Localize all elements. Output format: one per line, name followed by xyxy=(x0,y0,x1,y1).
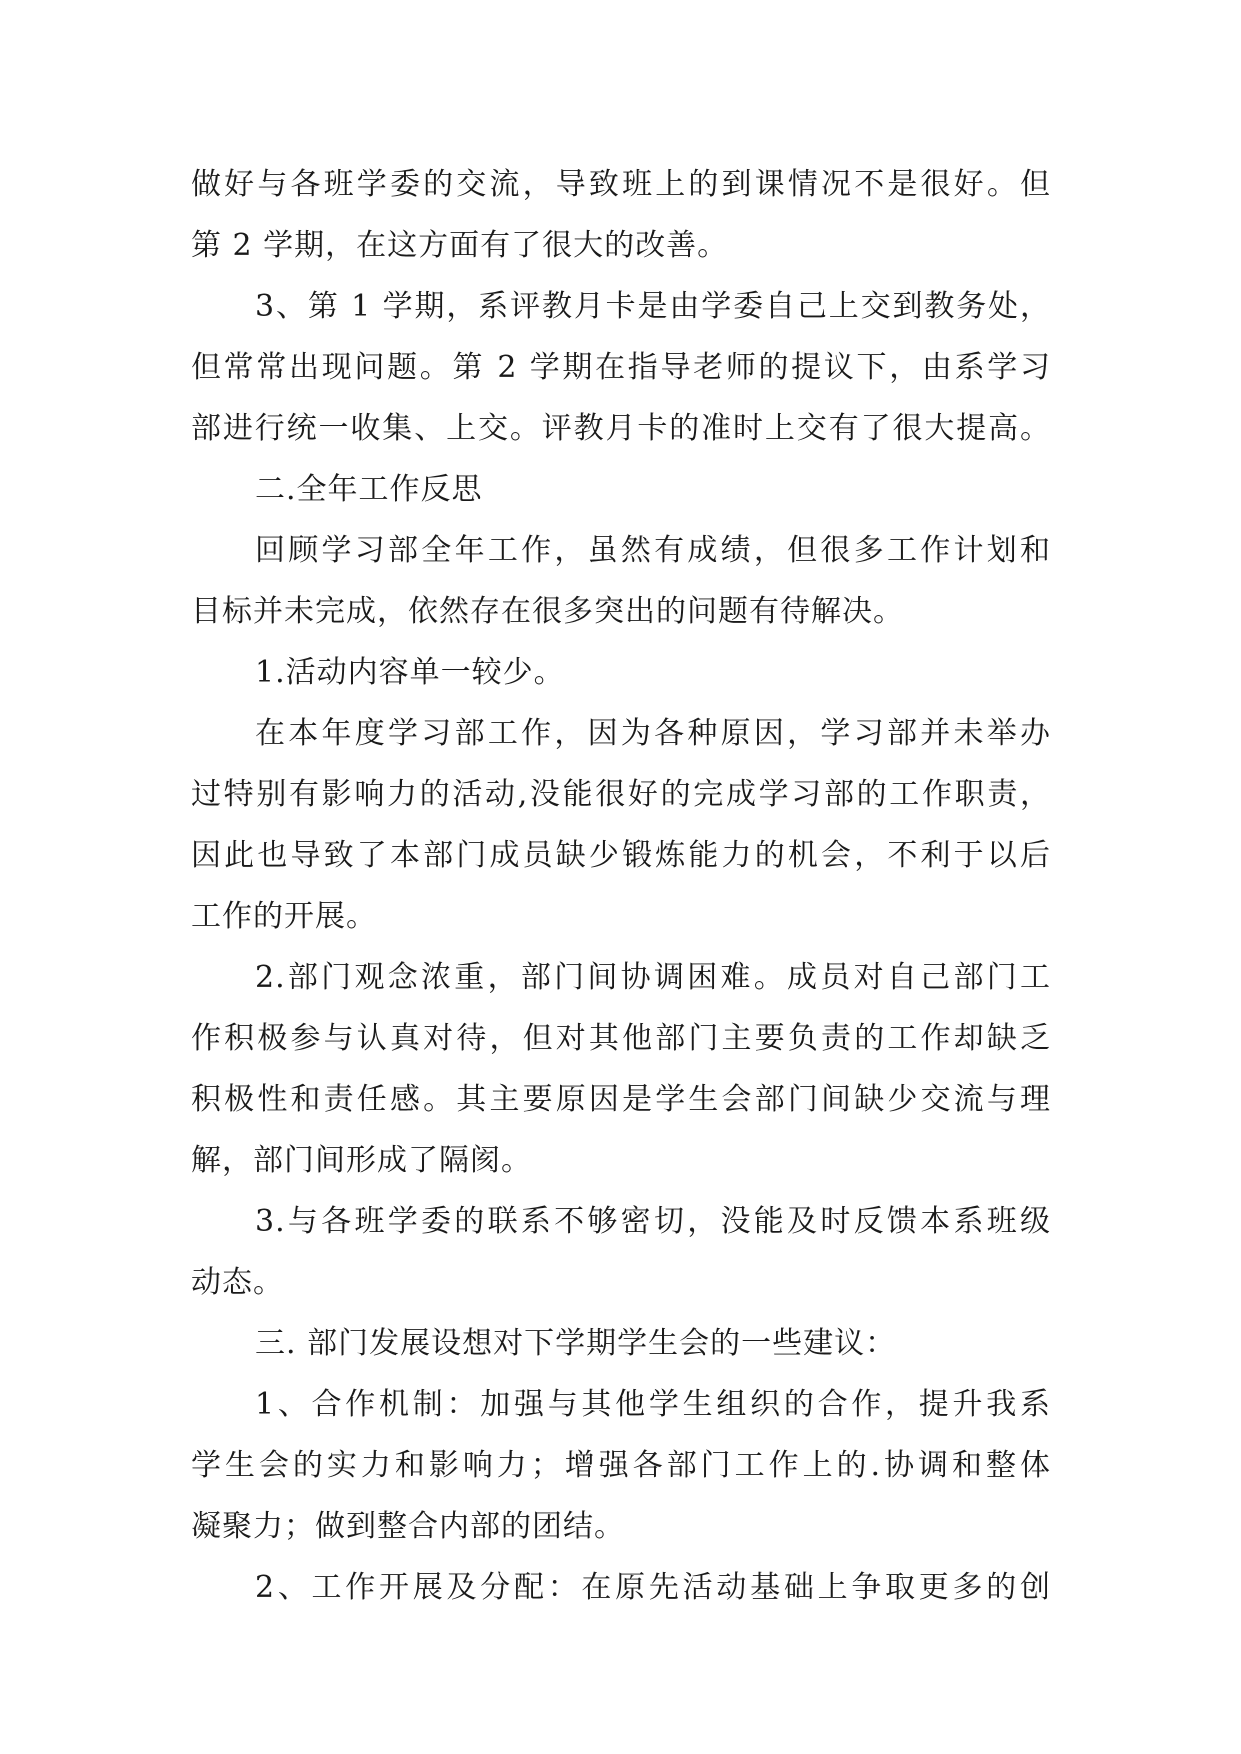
list-item-heading: 1.活动内容单一较少。 xyxy=(255,655,565,690)
body-line: 解，部门间形成了隔阂。 xyxy=(191,1143,532,1178)
body-line: 过特别有影响力的活动,没能很好的完成学习部的工作职责， xyxy=(191,777,1051,812)
body-line: 动态。 xyxy=(191,1265,284,1300)
body-line: 因此也导致了本部门成员缺少锻炼能力的机会，不利于以后 xyxy=(191,838,1051,873)
body-line: 学生会的实力和影响力；增强各部门工作上的.协调和整体 xyxy=(191,1448,1051,1483)
list-item-heading: 2、工作开展及分配：在原先活动基础上争取更多的创 xyxy=(255,1570,1051,1605)
body-line: 凝聚力；做到整合内部的团结。 xyxy=(191,1509,625,1544)
section-heading: 二.全年工作反思 xyxy=(255,472,483,507)
body-line: 做好与各班学委的交流，导致班上的到课情况不是很好。但 xyxy=(191,167,1051,202)
body-line: 目标并未完成，依然存在很多突出的问题有待解决。 xyxy=(191,594,904,629)
body-line: 积极性和责任感。其主要原因是学生会部门间缺少交流与理 xyxy=(191,1082,1051,1117)
body-line: 第 2 学期，在这方面有了很大的改善。 xyxy=(191,228,729,263)
list-item-heading: 2.部门观念浓重，部门间协调困难。成员对自己部门工 xyxy=(255,960,1051,995)
body-line: 但常常出现问题。第 2 学期在指导老师的提议下，由系学习 xyxy=(191,350,1051,385)
paragraph-first-line: 回顾学习部全年工作，虽然有成绩，但很多工作计划和 xyxy=(255,533,1051,568)
list-item-heading: 3.与各班学委的联系不够密切，没能及时反馈本系班级 xyxy=(255,1204,1051,1239)
body-line: 工作的开展。 xyxy=(191,899,377,934)
list-item-heading: 1、合作机制：加强与其他学生组织的合作，提升我系 xyxy=(255,1387,1051,1422)
body-line: 作积极参与认真对待，但对其他部门主要负责的工作却缺乏 xyxy=(191,1021,1051,1056)
section-heading: 三. 部门发展设想对下学期学生会的一些建议： xyxy=(255,1326,897,1361)
body-line: 部进行统一收集、上交。评教月卡的准时上交有了很大提高。 xyxy=(191,411,1051,446)
document-body xyxy=(191,154,1051,1618)
paragraph-first-line: 3、第 1 学期，系评教月卡是由学委自己上交到教务处， xyxy=(255,289,1051,324)
paragraph-first-line: 在本年度学习部工作，因为各种原因，学习部并未举办 xyxy=(255,716,1051,751)
